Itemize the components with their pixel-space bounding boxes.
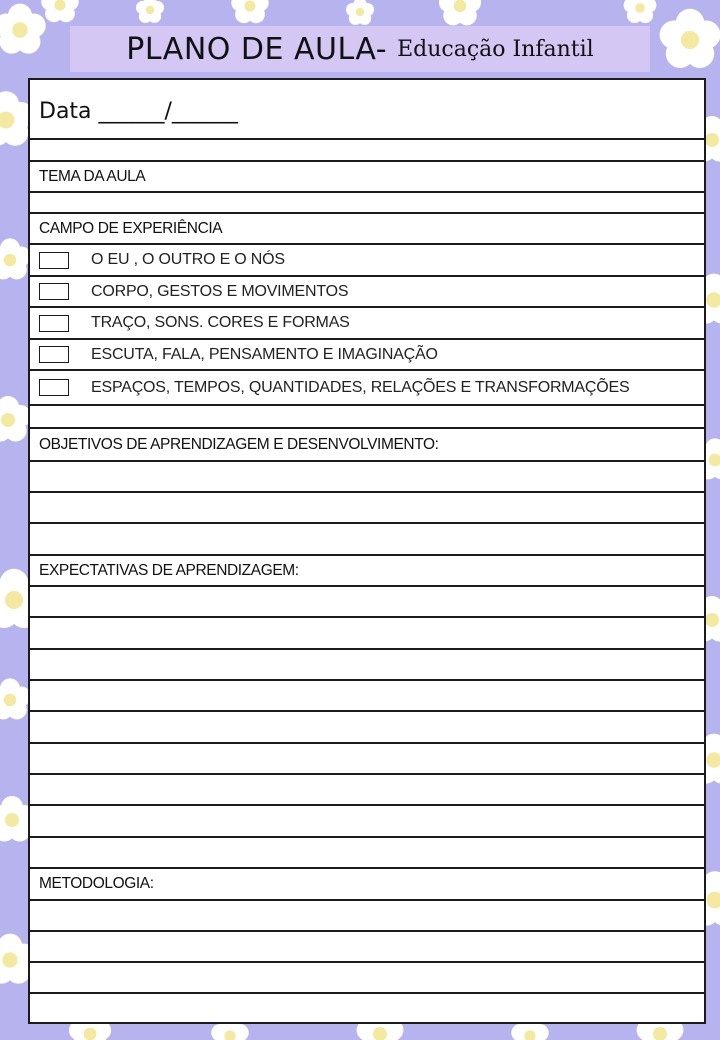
tema-answer-line[interactable]: [30, 193, 704, 214]
campo-heading: CAMPO DE EXPERIÊNCIA: [30, 214, 704, 245]
page-subtitle: Educação Infantil: [397, 36, 594, 62]
objetivos-answer-line[interactable]: [30, 524, 704, 556]
campo-option-5[interactable]: ESPAÇOS, TEMPOS, QUANTIDADES, RELAÇÕES E TRANSFORMAÇÕES: [30, 371, 704, 406]
tema-heading: TEMA DA AULA: [30, 162, 704, 193]
campo-option-2[interactable]: CORPO, GESTOS E MOVIMENTOS: [30, 277, 704, 308]
campo-option-4[interactable]: ESCUTA, FALA, PENSAMENTO E IMAGINAÇÃO: [30, 340, 704, 371]
spacer-line: [30, 140, 704, 162]
expectativas-heading: EXPECTATIVAS DE APRENDIZAGEM:: [30, 556, 704, 587]
expectativas-answer-line[interactable]: [30, 744, 704, 775]
metodologia-heading: METODOLOGIA:: [30, 869, 704, 901]
expectativas-answer-line[interactable]: [30, 712, 704, 744]
lesson-plan-sheet: [28, 78, 706, 1024]
checkbox[interactable]: [39, 346, 69, 363]
metodologia-answer-line[interactable]: [30, 932, 704, 963]
expectativas-answer-line[interactable]: [30, 681, 704, 712]
expectativas-answer-line[interactable]: [30, 618, 704, 650]
objetivos-answer-line[interactable]: [30, 462, 704, 493]
date-field[interactable]: [30, 80, 704, 140]
objetivos-heading: OBJETIVOS DE APRENDIZAGEM E DESENVOLVIMENTO:: [30, 429, 704, 462]
expectativas-answer-line[interactable]: [30, 838, 704, 869]
checkbox[interactable]: [39, 315, 69, 332]
expectativas-answer-line[interactable]: [30, 775, 704, 806]
checkbox[interactable]: [39, 379, 69, 396]
expectativas-answer-line[interactable]: [30, 806, 704, 838]
page-title: PLANO DE AULA-: [126, 31, 388, 67]
title-banner: [70, 26, 650, 72]
checkbox[interactable]: [39, 252, 69, 269]
metodologia-answer-line[interactable]: [30, 901, 704, 932]
expectativas-answer-line[interactable]: [30, 650, 704, 681]
campo-option-3[interactable]: TRAÇO, SONS. CORES E FORMAS: [30, 308, 704, 340]
metodologia-answer-line[interactable]: [30, 963, 704, 994]
expectativas-answer-line[interactable]: [30, 587, 704, 618]
objetivos-answer-line[interactable]: [30, 493, 704, 524]
campo-option-1[interactable]: O EU , O OUTRO E O NÓS: [30, 245, 704, 277]
checkbox[interactable]: [39, 283, 69, 300]
date-label: Data ______/______: [39, 98, 238, 124]
spacer-line: [30, 406, 704, 429]
